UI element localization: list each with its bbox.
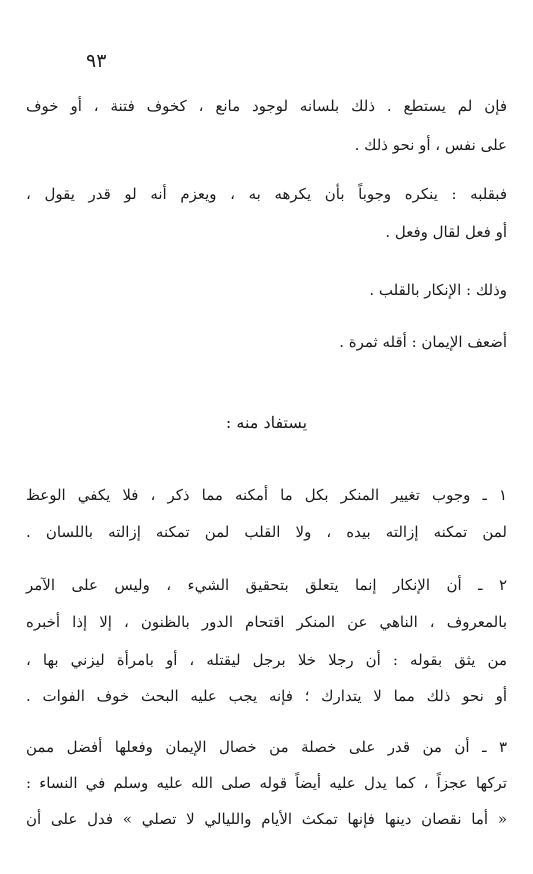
item-2-line-2: بالمعروف ، الناهي عن المنكر اقتحام الدور بالظنون ، إلا إذا أخبره (26, 613, 507, 631)
page-number: ٩٣ (86, 50, 107, 72)
item-2-line-1: ٢ ـ أن الإنكار إنما يتعلق بتحقيق الشيء ، وليس على الآمر (26, 576, 507, 594)
paragraph-1-line-1: فإن لم يستطع . ذلك بلسانه لوجود مانع ، كخوف فتنة ، أو خوف (26, 97, 507, 115)
item-3-line-2: تركها عجزاً ، كما يدل عليه أيضاً قوله صلى الله عليه وسلم في النساء : (26, 774, 507, 792)
paragraph-1-line-2: على نفس ، أو نحو ذلك . (354, 136, 507, 154)
item-1-line-2: لمن تمكنه إزالته بيده ، ولا القلب لمن تمكنه إزالته باللسان . (26, 523, 507, 541)
item-2-line-3: من يثق بقوله : أن رجلا خلا برجل ليقتله ، أو بامرأة ليزني بها ، (26, 651, 507, 669)
paragraph-2-line-2: أو فعل لقال وفعل . (385, 223, 507, 241)
section-heading: يستفاد منه : (225, 413, 308, 432)
item-2-line-4: أو نحو ذلك مما لا يتدارك ؛ فإنه يجب عليه البحث خوف الفوات . (26, 687, 507, 705)
paragraph-3: وذلك : الإنكار بالقلب . (369, 281, 507, 299)
item-3-line-1: ٣ ـ أن من قدر على خصلة من خصال الإيمان وفعلها أفضل ممن (26, 738, 507, 756)
item-1-line-1: ١ ـ وجوب تغيير المنكر بكل ما أمكنه مما ذكر ، فلا يكفي الوعظ (26, 486, 507, 504)
paragraph-2-line-1: فبقلبه : ينكره وجوباً بأن يكرهه به ، ويعزم أنه لو قدر يقول ، (26, 185, 507, 203)
item-3-line-3: « أما نقصان دينها فإنها تمكث الأيام والليالي لا تصلي » فدل على أن (26, 810, 507, 828)
paragraph-4: أضعف الإيمان : أقله ثمرة . (339, 333, 507, 351)
